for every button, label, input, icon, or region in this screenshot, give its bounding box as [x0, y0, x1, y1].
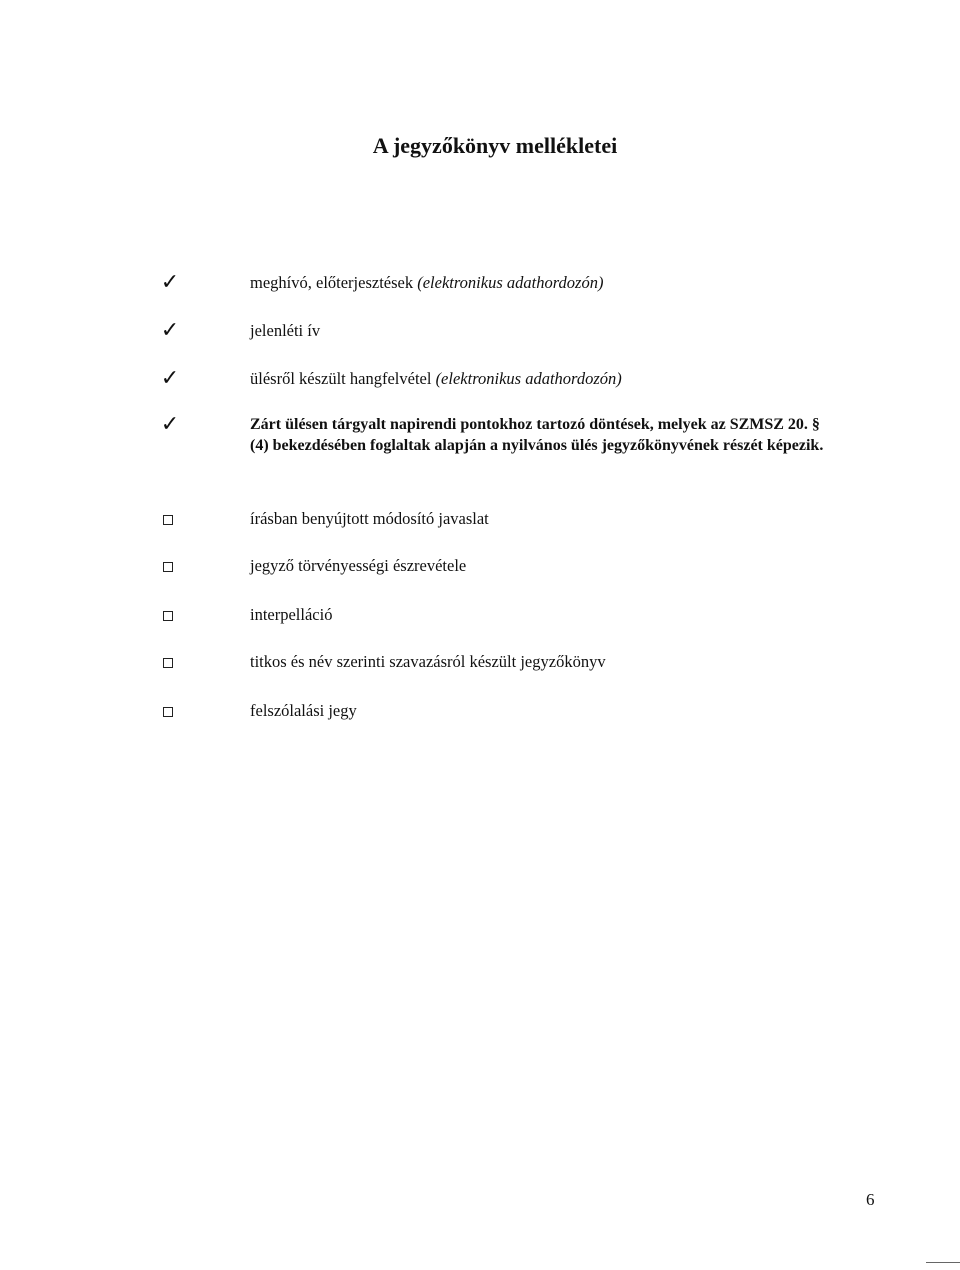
page-number: 6	[866, 1190, 875, 1209]
list-item-label: ülésről készült hangfelvétel	[250, 369, 436, 388]
list-item-label: titkos és név szerinti szavazásról készült jegyzőkönyv	[250, 652, 606, 671]
list-item-text	[250, 272, 840, 294]
list-item-label: meghívó, előterjesztések	[250, 273, 418, 292]
list-item-text	[250, 700, 840, 722]
list-item-label: felszólalási jegy	[250, 701, 357, 720]
checkmark-icon: ✓	[160, 412, 180, 437]
page-title: A jegyzőkönyv mellékletei	[372, 133, 618, 158]
list-item-text	[250, 555, 840, 577]
list-item-text	[250, 320, 840, 342]
checkbox-empty-icon	[163, 658, 173, 668]
list-item-text	[250, 651, 840, 673]
list-item-italic-note: (elektronikus adathordozón)	[417, 273, 604, 292]
checkmark-icon: ✓	[160, 318, 180, 343]
list-item-label: írásban benyújtott módosító javaslat	[250, 509, 489, 528]
list-item-label: interpelláció	[250, 605, 333, 624]
checkmark-icon: ✓	[160, 366, 180, 391]
list-item-label: jelenléti ív	[250, 321, 321, 340]
corner-rule	[926, 1262, 960, 1263]
list-item-text	[250, 414, 840, 456]
checkbox-empty-icon	[163, 611, 173, 621]
checkbox-empty-icon	[163, 515, 173, 525]
list-item-label: jegyző törvényességi észrevétele	[250, 556, 467, 575]
list-item-italic-note: (elektronikus adathordozón)	[435, 369, 622, 388]
list-item-text	[250, 508, 840, 530]
list-item-label: Zárt ülésen tárgyalt napirendi pontokhoz tartozó döntések, melyek az SZMSZ 20. § (4) bekezdésében foglaltak alapján a nyilvános ülés jegyzőkönyvének részét képezik.	[250, 416, 824, 454]
checkmark-icon: ✓	[160, 270, 180, 295]
checkbox-empty-icon	[163, 562, 173, 572]
list-item-text	[250, 604, 840, 626]
list-item-text	[250, 368, 840, 390]
checkbox-empty-icon	[163, 707, 173, 717]
